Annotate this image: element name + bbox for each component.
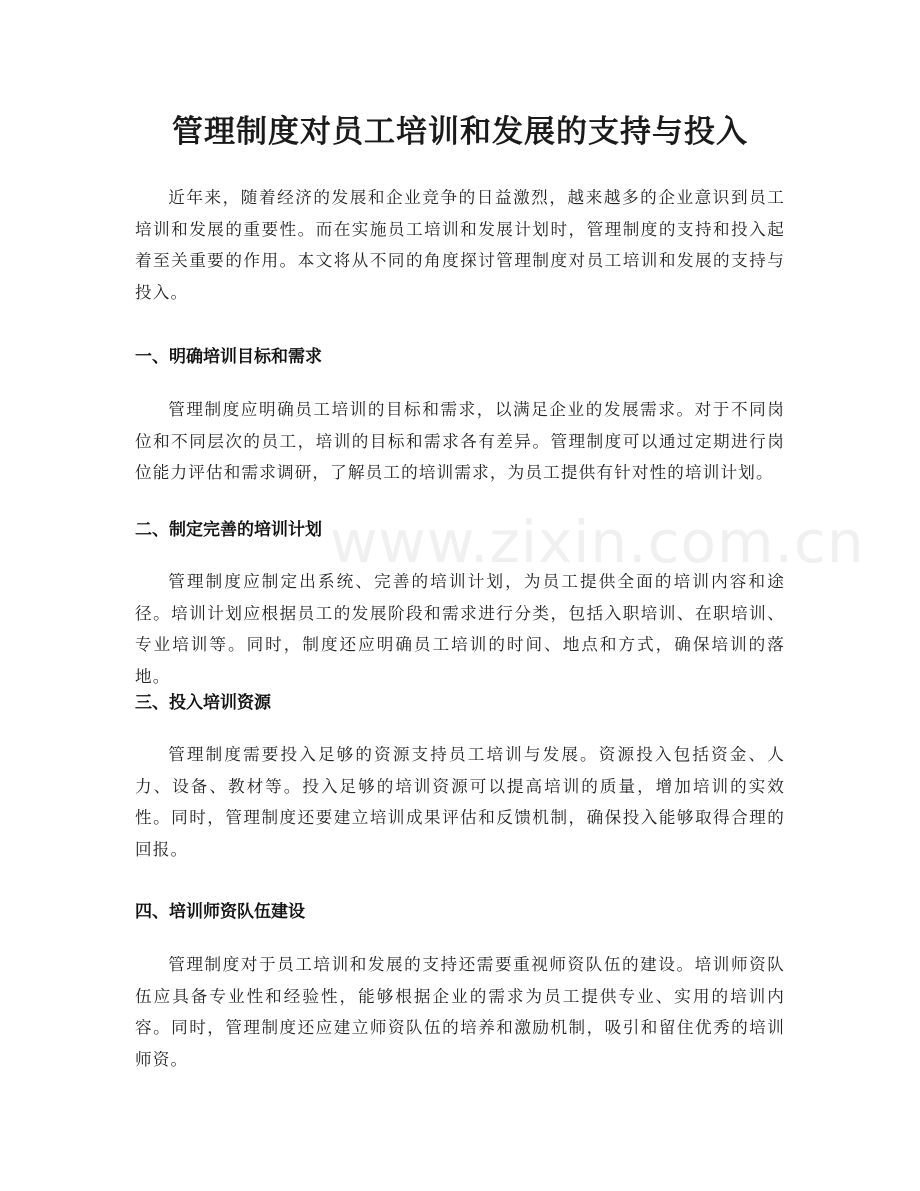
document-title: 管理制度对员工培训和发展的支持与投入 — [172, 114, 748, 150]
section-heading-4: 四、培训师资队伍建设 — [135, 902, 305, 922]
section-body-2: 管理制度应制定出系统、完善的培训计划，为员工提供全面的培训内容和途径。培训计划应根据员工的发展阶段和需求进行分类，包括入职培训、在职培训、专业培训等。同时，制度还应明确员工培训的时间、地点和方式，确保培训的落地。 — [135, 572, 785, 686]
section-heading-1: 一、明确培训目标和需求 — [135, 347, 322, 367]
section-heading-3: 三、投入培训资源 — [135, 693, 271, 713]
section-body-1: 管理制度应明确员工培训的目标和需求，以满足企业的发展需求。对于不同岗位和不同层次的员工，培训的目标和需求各有差异。管理制度可以通过定期进行岗位能力评估和需求调研，了解员工的培训需求，为员工提供有针对性的培训计划。 — [135, 400, 785, 482]
section-body-3: 管理制度需要投入足够的资源支持员工培训与发展。资源投入包括资金、人力、设备、教材等。投入足够的培训资源可以提高培训的质量，增加培训的实效性。同时，管理制度还要建立培训成果评估和反馈机制，确保投入能够取得合理的回报。 — [135, 745, 785, 859]
intro-paragraph: 近年来，随着经济的发展和企业竞争的日益激烈，越来越多的企业意识到员工培训和发展的重要性。而在实施员工培训和发展计划时，管理制度的支持和投入起着至关重要的作用。本文将从不同的角度探讨管理制度对员工培训和发展的支持与投入。 — [135, 188, 785, 302]
watermark: www.zixin.com.cn — [330, 508, 865, 576]
section-heading-2: 二、制定完善的培训计划 — [135, 520, 322, 540]
section-body-4: 管理制度对于员工培训和发展的支持还需要重视师资队伍的建设。培训师资队伍应具备专业性和经验性，能够根据企业的需求为员工提供专业、实用的培训内容。同时，管理制度还应建立师资队伍的培养和激励机制，吸引和留住优秀的培训师资。 — [135, 955, 785, 1069]
